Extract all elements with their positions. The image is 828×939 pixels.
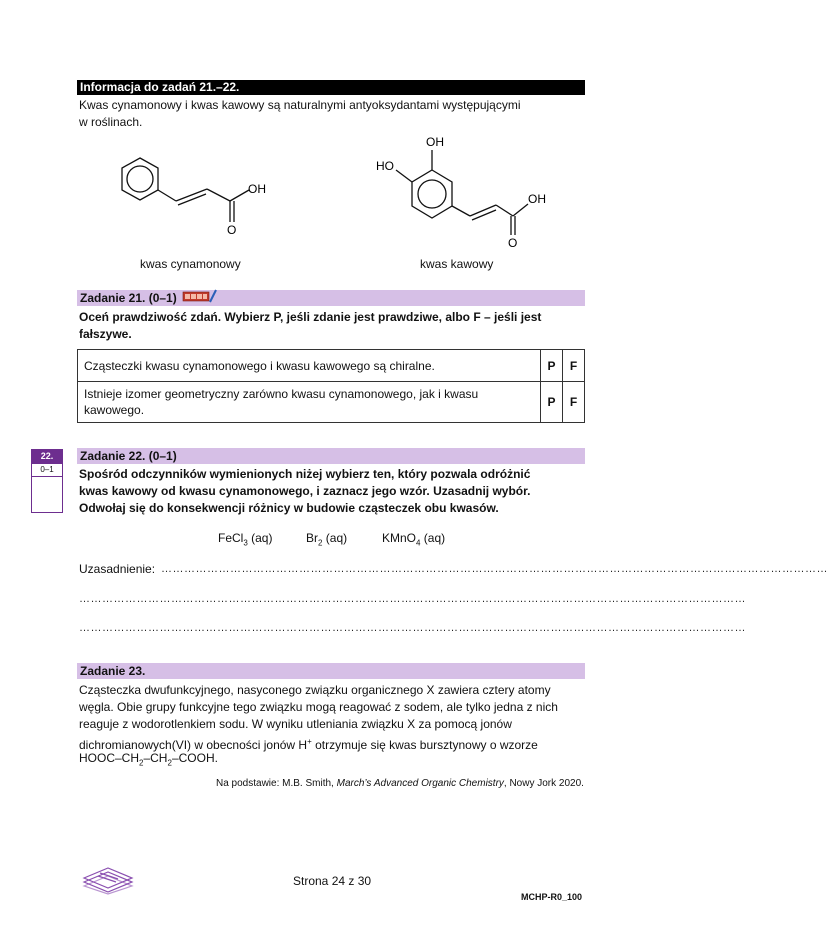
cinnamic-acid-structure	[110, 140, 290, 250]
statement-2: Istnieje izomer geometryczny zarówno kwasu cynamonowego, jak i kwasu kawowego.	[78, 382, 541, 423]
task21-badge-icon	[183, 290, 217, 307]
true-false-table	[77, 349, 585, 423]
caffeic-caption: kwas kawowy	[420, 257, 494, 271]
page-number: Strona 24 z 30	[293, 874, 372, 888]
caffeic-oh-label: OH	[528, 192, 546, 206]
task22-instruction-1: Spośród odczynników wymienionych niżej wybierz ten, który pozwala odróżnić	[79, 467, 531, 481]
answer-line-1[interactable]: …………………………………………………………………………………………………………………………………………………………	[161, 563, 828, 575]
answer-line-3[interactable]: …………………………………………………………………………………………………………………………………………………………	[79, 622, 746, 634]
reagent-br2[interactable]: $Br_2$ (aq)	[306, 531, 348, 548]
answer-f-2[interactable]: F	[563, 382, 585, 423]
task22-instruction-2: kwas kawowy od kwasu cynamonowego, i zaznacz jego wzór. Uzasadnij wybór.	[79, 484, 531, 498]
answer-p-1[interactable]: P	[541, 350, 563, 382]
task22-side-number: 22.	[31, 449, 63, 464]
cke-logo-icon	[80, 862, 136, 894]
task23-header	[77, 663, 585, 679]
task21-instruction-1: Oceń prawdziwość zdań. Wybierz P, jeśli zdanie jest prawdziwe, albo F – jeśli jest	[79, 310, 542, 324]
task22-header	[77, 448, 585, 464]
exam-code: MCHP-R0_100	[521, 892, 583, 902]
task23-title: Zadanie 23.	[80, 664, 146, 678]
task22-title: Zadanie 22. (0–1)	[80, 449, 177, 463]
cinnamic-caption: kwas cynamonowy	[140, 257, 241, 271]
task23-line-2: węgla. Obie grupy funkcyjne tego związku mogą reagować z sodem, ale tylko jedna z nich	[79, 700, 558, 714]
info-header: Informacja do zadań 21.–22.	[77, 80, 585, 95]
caffeic-oh-top-label: OH	[426, 135, 444, 149]
table-row	[78, 350, 585, 382]
task22-instruction-3: Odwołaj się do konsekwencji różnicy w budowie cząsteczek obu kwasów.	[79, 501, 499, 515]
task23-line-3: reaguje z wodorotlenkiem sodu. W wyniku utleniania związku X za pomocą jonów	[79, 717, 512, 731]
task21-title: Zadanie 21. (0–1)	[80, 291, 177, 305]
task21-instruction-2: fałszywe.	[79, 327, 132, 341]
succinic-acid-formula: HOOC–$CH_2-CH_2$–COOH.	[79, 751, 218, 768]
task23-line-1: Cząsteczka dwufunkcyjnego, nasyconego związku organicznego X zawiera cztery atomy	[79, 683, 551, 697]
reagent-kmno4[interactable]: KMnO$_4$ (aq)	[382, 531, 446, 548]
cinnamic-oh-label: OH	[248, 182, 266, 196]
caffeic-o-label: O	[508, 236, 518, 250]
justification-label: Uzasadnienie:	[79, 562, 156, 576]
info-line-2: w roślinach.	[79, 115, 143, 129]
task21-header	[77, 290, 585, 306]
caffeic-acid-structure	[370, 130, 560, 255]
source-citation: Na podstawie: M.B. Smith, March’s Advanced Organic Chemistry, Nowy Jork 2020.	[216, 778, 584, 789]
answer-p-2[interactable]: P	[541, 382, 563, 423]
table-row	[78, 382, 585, 423]
info-line-1: Kwas cynamonowy i kwas kawowy są naturalnymi antyoksydantami występującymi	[79, 98, 521, 112]
task23-line-4: dichromianowych(VI) w obecności jonów H+ otrzymuje się kwas bursztynowy o wzorze	[79, 737, 538, 752]
answer-f-1[interactable]: F	[563, 350, 585, 382]
reagent-fecl3[interactable]: FeCl$_3$ (aq)	[218, 531, 273, 548]
task22-side-frame	[31, 449, 63, 513]
cinnamic-o-label: O	[227, 223, 237, 237]
caffeic-ho-label: HO	[376, 159, 394, 173]
answer-line-2[interactable]: …………………………………………………………………………………………………………………………………………………………	[79, 593, 746, 605]
statement-1: Cząsteczki kwasu cynamonowego i kwasu kawowego są chiralne.	[78, 350, 541, 382]
task22-side-points: 0–1	[31, 464, 63, 476]
